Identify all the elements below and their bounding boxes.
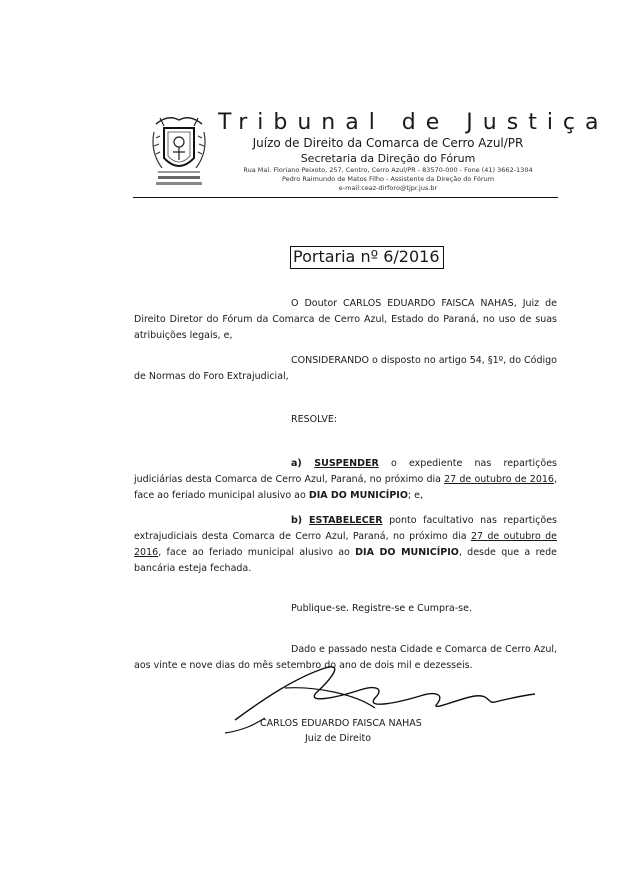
paragraph-date: Dado e passado nesta Cidade e Comarca de Cerro Azul, aos vinte e nove dias do mês setembro do ano de dois mil e dezesseis. xyxy=(134,644,557,671)
signature-name: CARLOS EDUARDO FAISCA NAHAS xyxy=(260,718,422,729)
judge-name: CARLOS EDUARDO FAISCA NAHAS xyxy=(343,298,514,309)
paragraph-considering: CONSIDERANDO o disposto no artigo 54, §1º, do Código de Normas do Foro Extrajudicial, xyxy=(134,355,557,382)
date-link: 27 de outubro de 2016 xyxy=(444,474,554,485)
paragraph-publish: Publique-se. Registre-se e Cumpra-se. xyxy=(291,603,472,614)
paragraph-establish: b) ESTABELECER ponto facultativo nas repartições extrajudiciais desta Comarca de Cerro Azul, Paraná, no próximo dia 27 de outubro de 2016, face ao feriado municipal alusivo ao DIA DO MUNICÍPIO, desde que a rede bancária esteja fechada. xyxy=(134,515,557,574)
email-line: e-mail:ceaz-dirforo@tjpr.jus.br xyxy=(338,184,438,192)
coat-of-arms-seal xyxy=(150,112,208,192)
court-subtitle: Juízo de Direito da Comarca de Cerro Azul/PR xyxy=(252,136,524,150)
handwritten-signature xyxy=(225,658,545,748)
paragraph-suspend: a) SUSPENDER o expediente nas repartições judiciárias desta Comarca de Cerro Azul, Paraná, no próximo dia 27 de outubro de 2016, face ao feriado municipal alusivo ao DIA DO MUNICÍPIO; e, xyxy=(134,458,557,501)
header-divider xyxy=(133,197,558,198)
date-link: 27 de outubro de 2016 xyxy=(134,531,557,558)
document-title: Portaria nº 6/2016 xyxy=(290,246,444,269)
signature-role: Juiz de Direito xyxy=(305,733,372,744)
court-name: Tribunal de Justiça xyxy=(218,110,609,135)
paragraph-resolve: RESOLVE: xyxy=(291,414,338,425)
office-name: Secretaria da Direção do Fórum xyxy=(300,152,476,165)
address-line: Rua Mal. Floriano Peixoto, 257, Centro, Cerro Azul/PR - 83570-000 - Fone (41) 3662-1304 xyxy=(243,166,533,174)
assistant-line: Pedro Raimundo de Matos Filho - Assistente da Direção do Fórum xyxy=(281,175,495,183)
paragraph-preamble: O Doutor CARLOS EDUARDO FAISCA NAHAS, Juiz de Direito Diretor do Fórum da Comarca de Cerro Azul, Estado do Paraná, no uso de suas atribuições legais, e, xyxy=(134,298,557,341)
